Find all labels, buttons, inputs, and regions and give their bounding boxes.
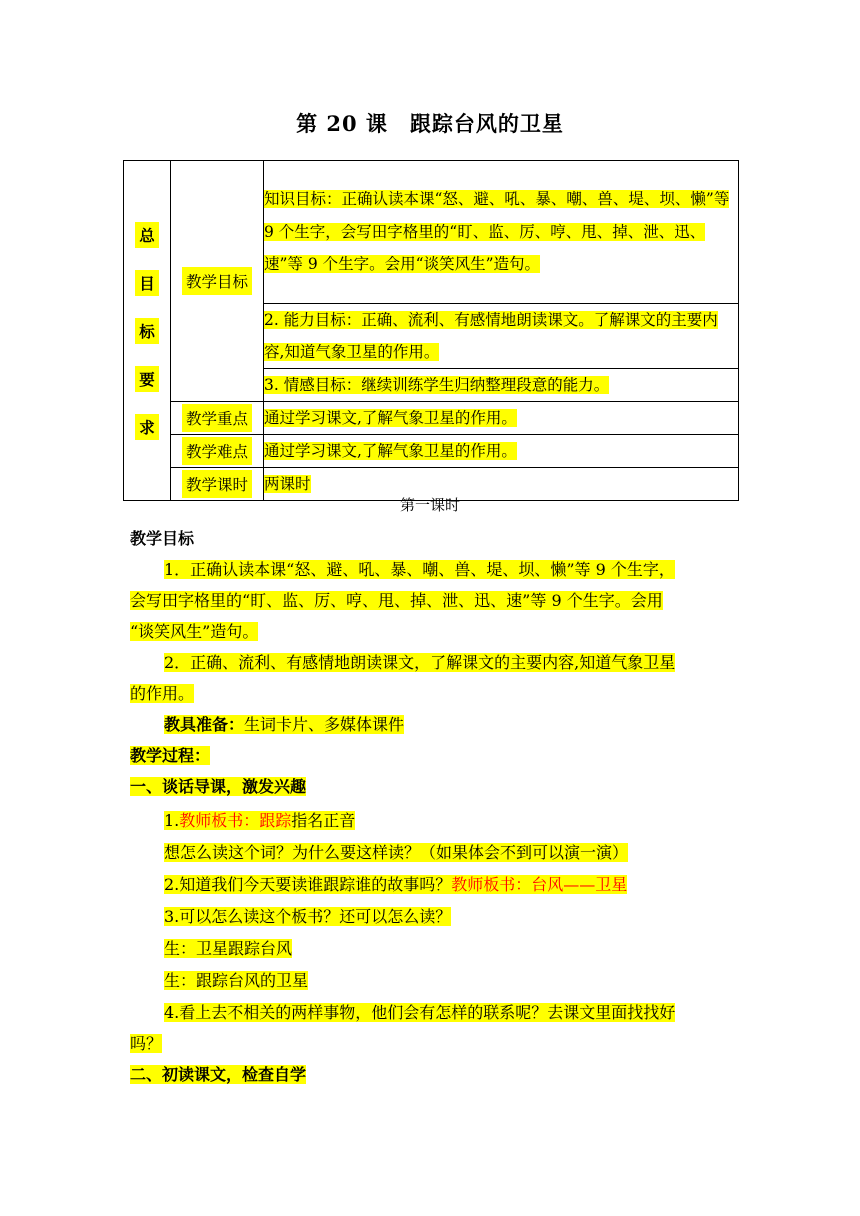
body-line (164, 808, 355, 834)
body-line (164, 872, 627, 898)
body-line-text (164, 1003, 675, 1022)
difficulty-label: 教学难点 (182, 437, 252, 465)
body-line-text (164, 907, 451, 926)
key-point-value: 通过学习课文,了解气象卫星的作用。 (264, 409, 517, 427)
goals-table (123, 160, 739, 501)
line-main-text: 教学过程： (130, 746, 211, 765)
body-line-text (130, 684, 194, 703)
line-main-text: 的作用。 (130, 684, 195, 703)
line-main-text: 生：跟踪台风的卫星 (164, 971, 309, 990)
body-line-text (130, 529, 194, 548)
line-main-text: 1．正确认读本课“怒、避、吼、暴、嘲、兽、堤、坝、懒”等 9 个生字， (164, 560, 675, 579)
body-line-text (164, 939, 292, 958)
body-line-text (130, 622, 258, 641)
periods-label: 教学课时 (182, 470, 252, 498)
teaching-goal-label-cell (171, 161, 264, 402)
body-line-text (130, 1034, 162, 1053)
body-line (130, 526, 194, 552)
line-suffix-text: 指名正音 (291, 811, 356, 830)
body-line (130, 1062, 306, 1088)
body-line-text (130, 591, 663, 610)
body-line (130, 619, 258, 645)
key-point-label: 教学重点 (182, 404, 252, 432)
total-goal-requirement-label (124, 161, 171, 501)
line-main-text: 会写田字格里的“盯、监、厉、哼、甩、掉、泄、迅、速”等 9 个生字。会用 (130, 591, 663, 610)
body-line (130, 588, 663, 614)
vertical-char: 要 (135, 366, 159, 392)
board-writing-text: 教师板书：跟踪 (179, 811, 292, 830)
vertical-char: 标 (135, 318, 159, 344)
body-line-text (164, 653, 675, 672)
difficulty-cell (264, 435, 739, 468)
line-main-text: 一、谈话导课，激发兴趣 (130, 777, 307, 796)
body-line (164, 936, 292, 962)
body-line (164, 840, 628, 866)
knowledge-goal-cell (264, 161, 739, 304)
knowledge-goal: 知识目标：正确认读本课“怒、避、吼、暴、嘲、兽、堤、坝、懒”等 9 个生字，会写田字格里的“盯、监、厉、哼、甩、掉、泄、迅、速”等 9 个生字。会用“谈笑风生”造句。 (264, 190, 730, 274)
body-line (164, 650, 675, 676)
line-main-text: 3.可以怎么读这个板书？还可以怎么读？ (164, 907, 452, 926)
body-line (164, 557, 675, 583)
ability-goal: 2. 能力目标：正确、流利、有感情地朗读课文。了解课文的主要内容,知道气象卫星的作用。 (264, 311, 718, 361)
line-main-text: 2．正确、流利、有感情地朗读课文，了解课文的主要内容,知道气象卫星 (164, 653, 676, 672)
body-line (130, 774, 306, 800)
key-point-cell (264, 402, 739, 435)
periods-value: 两课时 (264, 475, 311, 493)
line-main-text: 教学目标 (130, 529, 195, 548)
emotion-goal: 3. 情感目标：继续训练学生归纳整理段意的能力。 (264, 376, 610, 394)
body-line-text (164, 971, 308, 990)
body-line (130, 1031, 162, 1057)
teaching-goal-label: 教学目标 (182, 267, 252, 295)
line-main-text: 二、初读课文，检查自学 (130, 1065, 307, 1084)
body-line (164, 712, 404, 738)
body-line-text (130, 777, 306, 796)
body-line (164, 904, 451, 930)
line-main-text: 教具准备： (164, 715, 245, 734)
page-title: 第 20 课 跟踪台风的卫星 (296, 111, 564, 136)
board-writing-text: 教师板书：台风——卫星 (451, 875, 628, 894)
body-line-text (164, 715, 404, 734)
body-line-text (164, 875, 627, 894)
ability-goal-cell (264, 304, 739, 369)
body-line-text (130, 746, 210, 765)
line-main-text: 吗？ (130, 1034, 163, 1053)
key-point-label-cell (171, 402, 264, 435)
body-line (130, 681, 194, 707)
line-main-text: “谈笑风生”造句。 (130, 622, 259, 641)
vertical-char: 总 (135, 222, 159, 248)
body-line (164, 968, 308, 994)
body-line-text (164, 811, 355, 830)
body-line-text (130, 1065, 306, 1084)
line-main-text: 生：卫星跟踪台风 (164, 939, 293, 958)
emotion-goal-cell (264, 369, 739, 402)
vertical-char: 目 (135, 270, 159, 296)
line-suffix-text: 生词卡片、多媒体课件 (244, 715, 405, 734)
line-main-text: 1. (164, 811, 180, 830)
body-line-text (164, 560, 675, 579)
body-line (130, 743, 210, 769)
vertical-char: 求 (135, 414, 159, 440)
difficulty-value: 通过学习课文,了解气象卫星的作用。 (264, 442, 517, 460)
body-line-text (164, 843, 628, 862)
line-main-text: 4.看上去不相关的两样事物，他们会有怎样的联系呢？去课文里面找找好 (164, 1003, 676, 1022)
line-main-text: 想怎么读这个词？为什么要这样读？（如果体会不到可以演一演） (164, 843, 629, 862)
difficulty-label-cell (171, 435, 264, 468)
section-title: 第一课时 (399, 496, 460, 514)
line-main-text: 2.知道我们今天要读谁跟踪谁的故事吗？ (164, 875, 452, 894)
body-line (164, 1000, 675, 1026)
